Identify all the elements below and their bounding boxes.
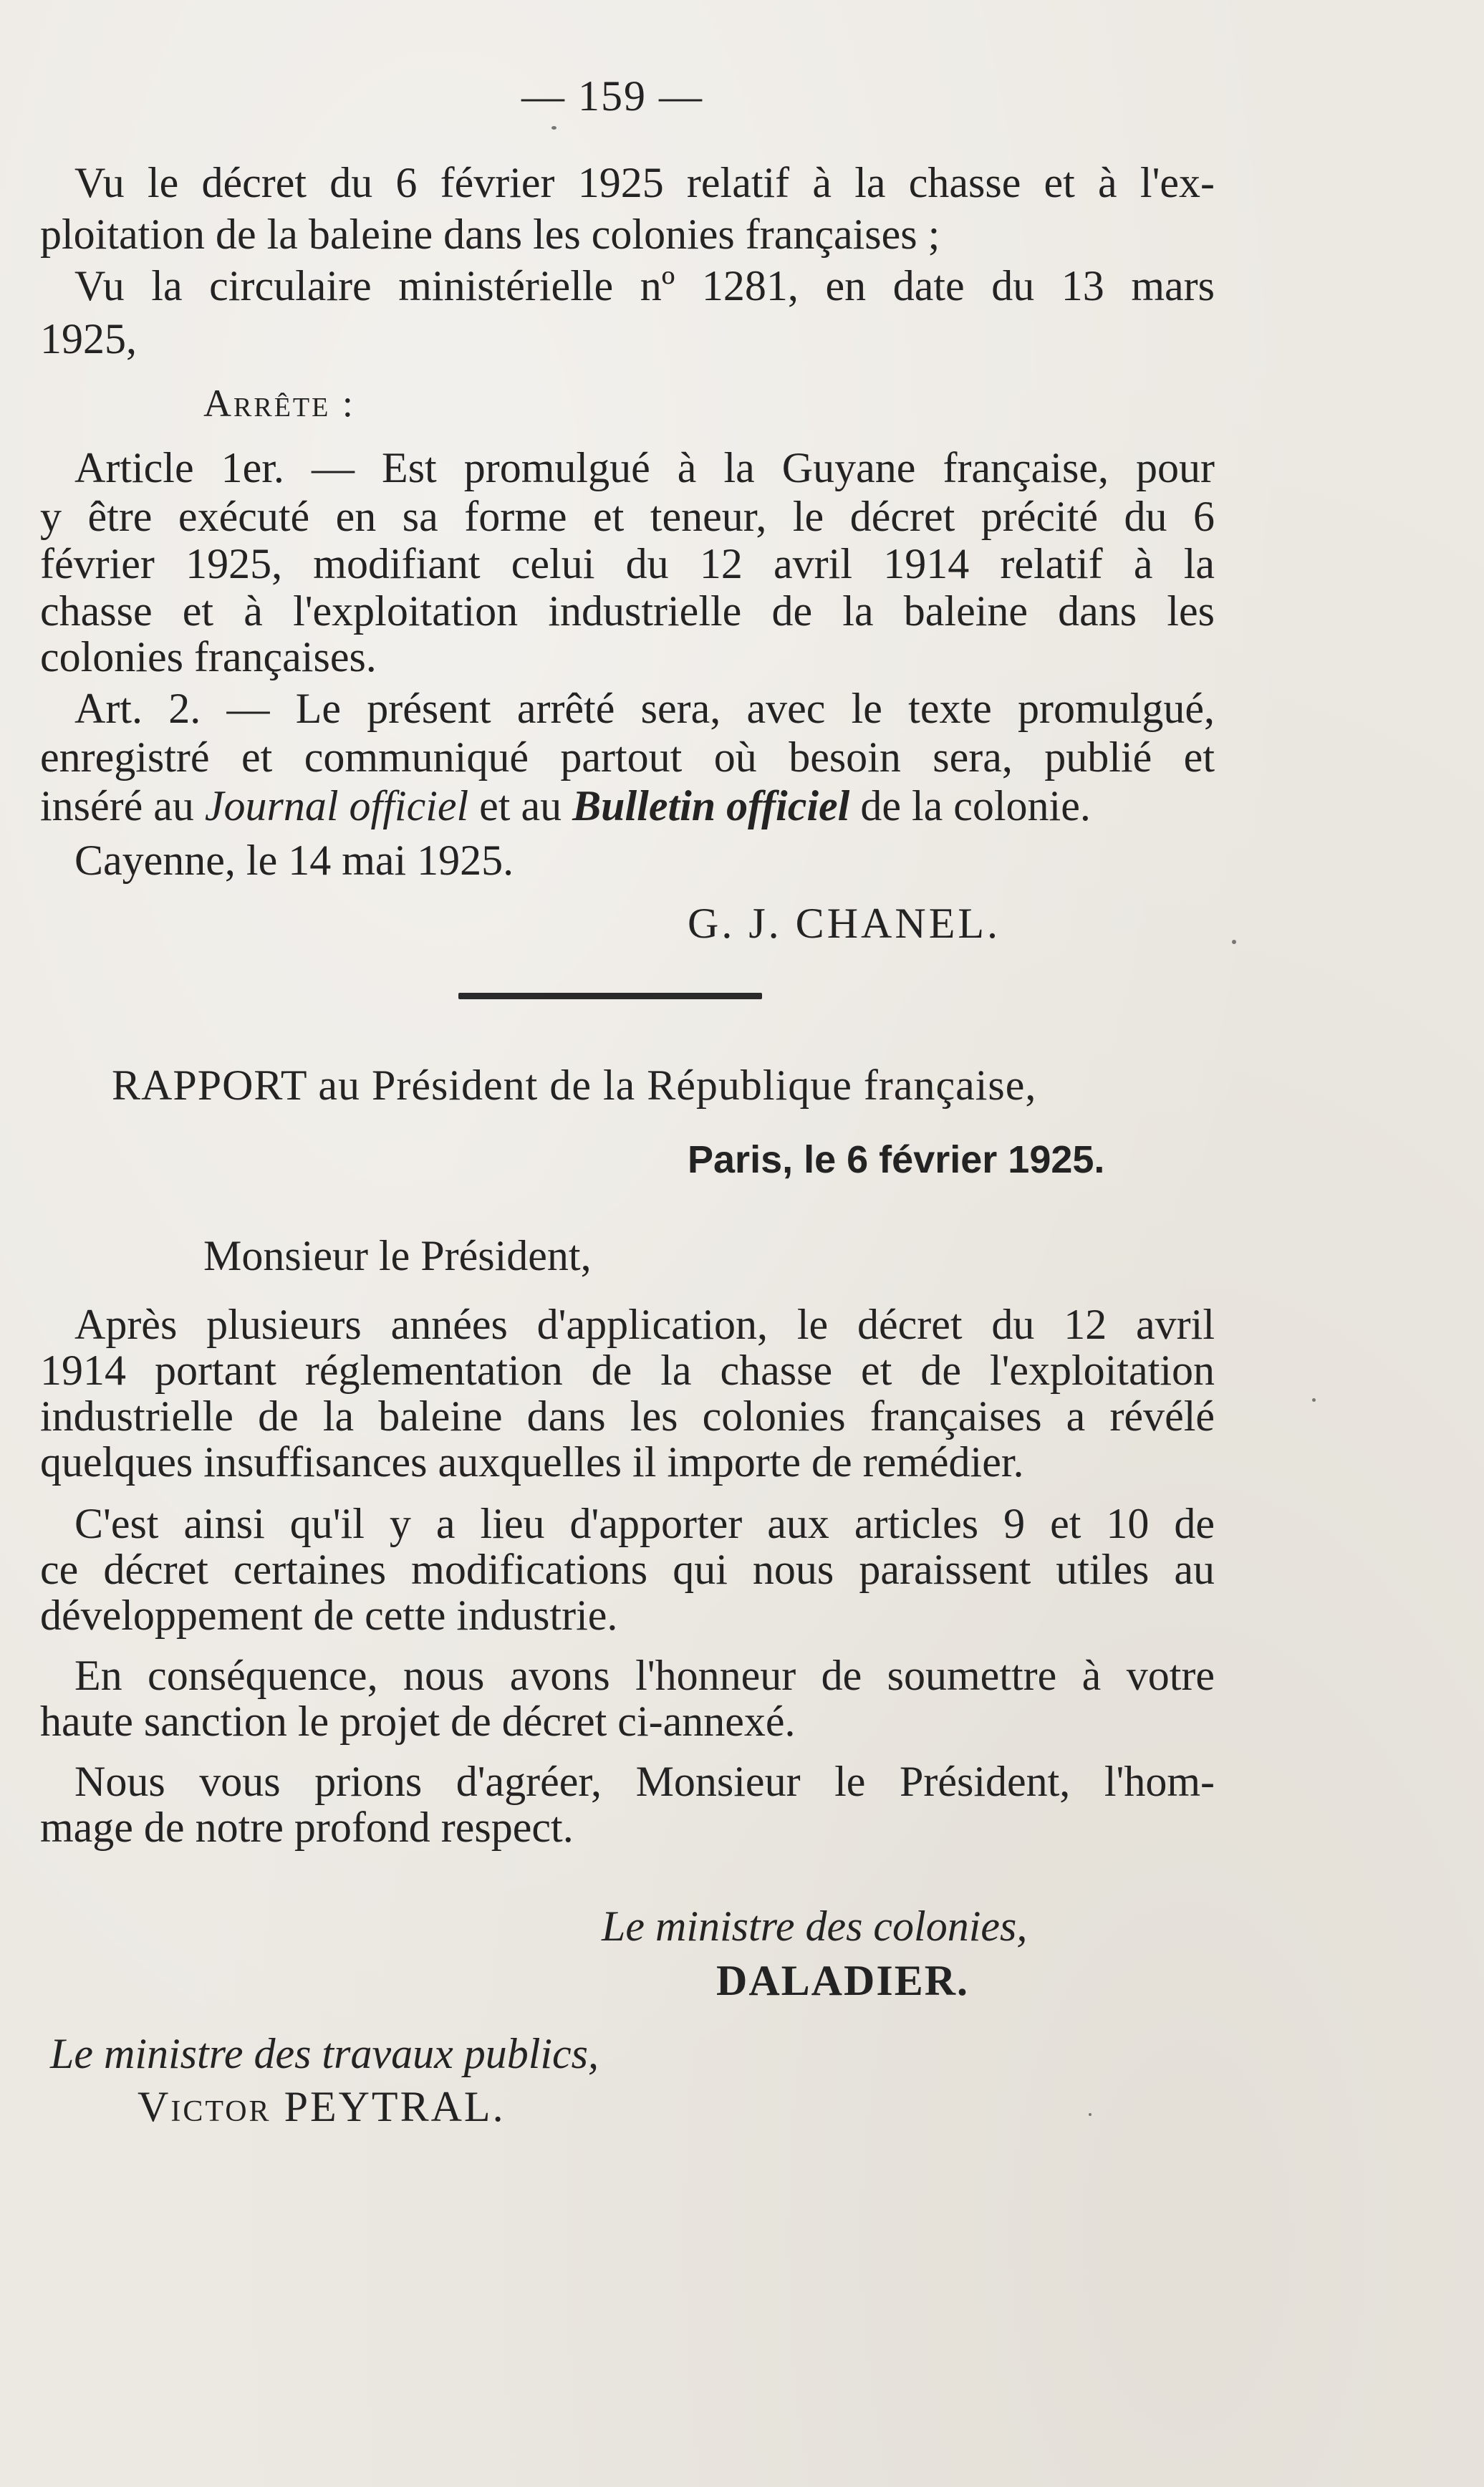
- article-1-line-1: Article 1er. — Est promulgué à la Guyane française, pour: [74, 444, 1215, 491]
- journal-officiel-title: Journal officiel: [204, 782, 469, 829]
- rapport-p1-line-2: 1914 portant réglementation de la chasse et de l'exploitation: [40, 1347, 1215, 1394]
- scan-speck: [551, 126, 556, 130]
- minister-public-works-name: Victor PEYTRAL.: [138, 2083, 506, 2130]
- rapport-p1-line-4: quelques insuffisances auxquelles il importe de remédier.: [40, 1438, 1024, 1486]
- rapport-p4-line-1: Nous vous prions d'agréer, Monsieur le Président, l'hom-: [74, 1758, 1215, 1805]
- rapport-p2-line-1: C'est ainsi qu'il y a lieu d'apporter aux articles 9 et 10 de: [74, 1500, 1215, 1547]
- article-2-line-2: enregistré et communiqué partout où besoin sera, publié et: [40, 733, 1215, 781]
- article-1-line-2: y être exécuté en sa forme et teneur, le décret précité du 6: [40, 493, 1215, 540]
- article-2-text-c: et au: [468, 782, 573, 829]
- arrete-heading: Arrête :: [203, 382, 355, 425]
- scan-speck: [1232, 940, 1236, 944]
- rapport-p3-line-2: haute sanction le projet de décret ci-annexé.: [40, 1698, 796, 1745]
- article-2-text-e: de la colonie.: [849, 782, 1091, 829]
- article-1-line-4: chasse et à l'exploitation industrielle de la baleine dans les: [40, 587, 1215, 635]
- rapport-p2-line-2: ce décret certaines modifications qui nous paraissent utiles au: [40, 1546, 1215, 1593]
- article-2-text-a: inséré au: [40, 782, 205, 829]
- rapport-title: RAPPORT au Président de la République française,: [112, 1062, 1037, 1109]
- rapport-p1-line-1: Après plusieurs années d'application, le décret du 12 avril: [74, 1301, 1215, 1348]
- section-divider: [458, 993, 762, 999]
- scan-speck: [1089, 2113, 1092, 2116]
- minister-colonies-title: Le ministre des colonies,: [602, 1902, 1028, 1950]
- rapport-p4-line-2: mage de notre profond respect.: [40, 1804, 574, 1851]
- vu-decret-line-2: ploitation de la baleine dans les colonies françaises ;: [40, 211, 940, 258]
- vu-circulaire-line-2: 1925,: [40, 315, 137, 362]
- scan-speck: [1312, 1398, 1316, 1402]
- rapport-place-date: Paris, le 6 février 1925.: [688, 1138, 1105, 1181]
- rapport-salutation: Monsieur le Président,: [203, 1232, 592, 1279]
- article-2-line-1: Art. 2. — Le présent arrêté sera, avec le texte promulgué,: [74, 685, 1215, 732]
- rapport-p2-line-3: développement de cette industrie.: [40, 1592, 618, 1639]
- minister-colonies-name: DALADIER.: [716, 1957, 970, 2004]
- minister-public-works-title: Le ministre des travaux publics,: [50, 2030, 599, 2077]
- article-1-line-3: février 1925, modifiant celui du 12 avril 1914 relatif à la: [40, 540, 1215, 587]
- bulletin-officiel-title: Bulletin officiel: [572, 782, 850, 829]
- vu-decret-line-1: Vu le décret du 6 février 1925 relatif à la chasse et à l'ex-: [74, 159, 1215, 206]
- arrete-signature: G. J. CHANEL.: [688, 900, 1001, 947]
- rapport-p3-line-1: En conséquence, nous avons l'honneur de soumettre à votre: [74, 1652, 1215, 1699]
- article-1-line-5: colonies françaises.: [40, 633, 377, 680]
- rapport-p1-line-3: industrielle de la baleine dans les colonies françaises a révélé: [40, 1392, 1215, 1440]
- arrete-place-date: Cayenne, le 14 mai 1925.: [74, 837, 514, 884]
- vu-circulaire-line-1: Vu la circulaire ministérielle nº 1281, en date du 13 mars: [74, 262, 1215, 309]
- article-2-line-3: [40, 779, 1215, 832]
- page-number: — 159 —: [521, 72, 703, 120]
